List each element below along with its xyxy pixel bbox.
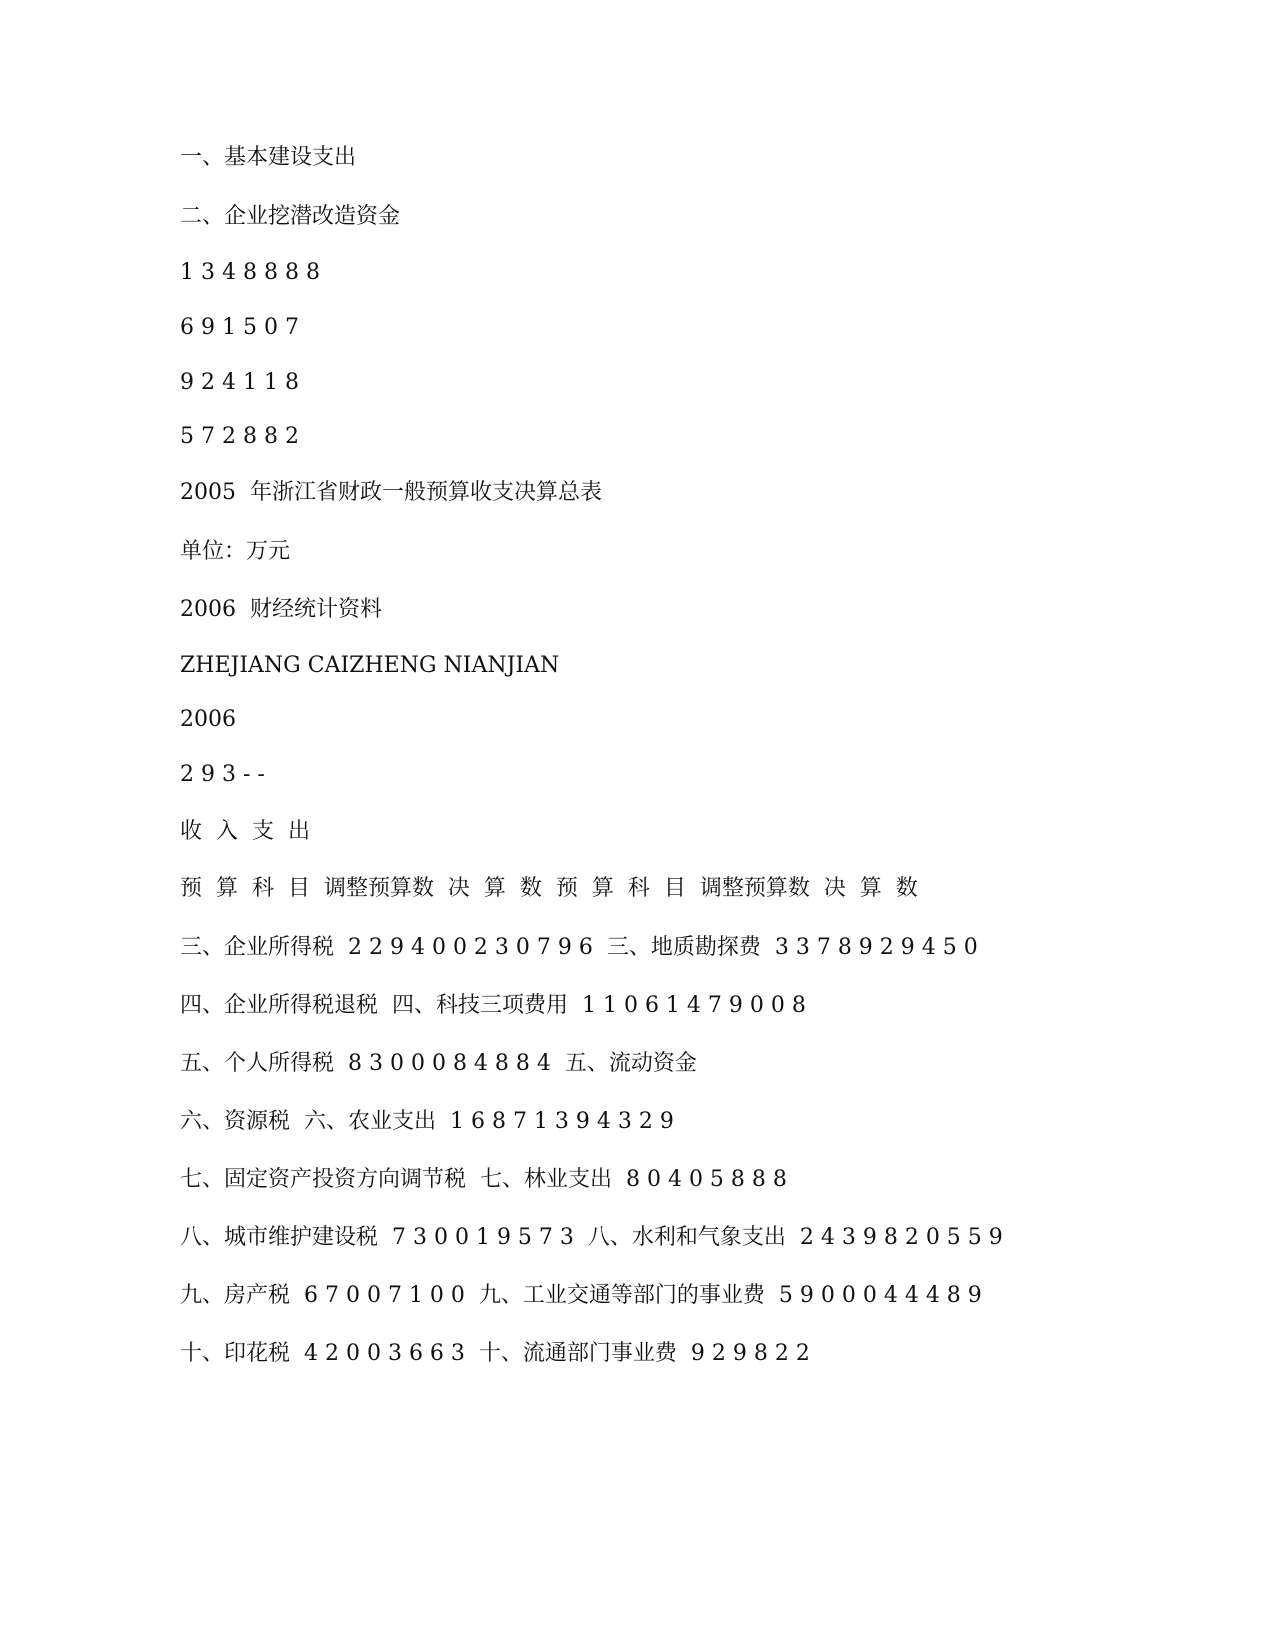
- table-row: 十、印花税 4 2 0 0 3 6 6 3 十、流通部门事业费 9 2 9 8 2 2: [180, 1341, 810, 1366]
- text-line-basic-construction: 一、基本建设支出: [180, 145, 357, 170]
- table-row: 九、房产税 6 7 0 0 7 1 0 0 九、工业交通等部门的事业费 5 9 0 0 0 4 4 4 8 9: [180, 1283, 982, 1308]
- table-section-headers: 收 入 支 出: [180, 819, 310, 844]
- publication-name: ZHEJIANG CAIZHENG NIANJIAN: [180, 653, 560, 678]
- publication-label: 2006 财经统计资料: [180, 597, 382, 622]
- table-row: 六、资源税 六、农业支出 1 6 8 7 1 3 9 4 3 2 9: [180, 1109, 674, 1134]
- table-row: 四、企业所得税退税 四、科技三项费用 1 1 0 6 1 4 7 9 0 0 8: [180, 993, 806, 1018]
- table-row: 七、固定资产投资方向调节税 七、林业支出 8 0 4 0 5 8 8 8: [180, 1167, 787, 1192]
- page-number: 2 9 3 - -: [180, 762, 265, 787]
- table-row: 五、个人所得税 8 3 0 0 0 8 4 8 8 4 五、流动资金: [180, 1051, 697, 1076]
- unit-label: 单位：万元: [180, 539, 291, 564]
- document-title: 2005 年浙江省财政一般预算收支决算总表: [180, 480, 602, 505]
- number-line: 5 7 2 8 8 2: [180, 424, 299, 449]
- publication-year: 2006: [180, 707, 236, 732]
- number-line: 6 9 1 5 0 7: [180, 315, 299, 340]
- table-row: 八、城市维护建设税 7 3 0 0 1 9 5 7 3 八、水利和气象支出 2 4 3 9 8 2 0 5 5 9: [180, 1225, 1003, 1250]
- table-row: 三、企业所得税 2 2 9 4 0 0 2 3 0 7 9 6 三、地质勘探费 3 3 7 8 9 2 9 4 5 0: [180, 935, 978, 960]
- text-line-enterprise-renovation: 二、企业挖潜改造资金: [180, 204, 401, 229]
- table-column-headers: 预 算 科 目 调整预算数 决 算 数 预 算 科 目 调整预算数 决 算 数: [180, 876, 918, 901]
- number-line: 1 3 4 8 8 8 8: [180, 260, 320, 285]
- number-line: 9 2 4 1 1 8: [180, 370, 299, 395]
